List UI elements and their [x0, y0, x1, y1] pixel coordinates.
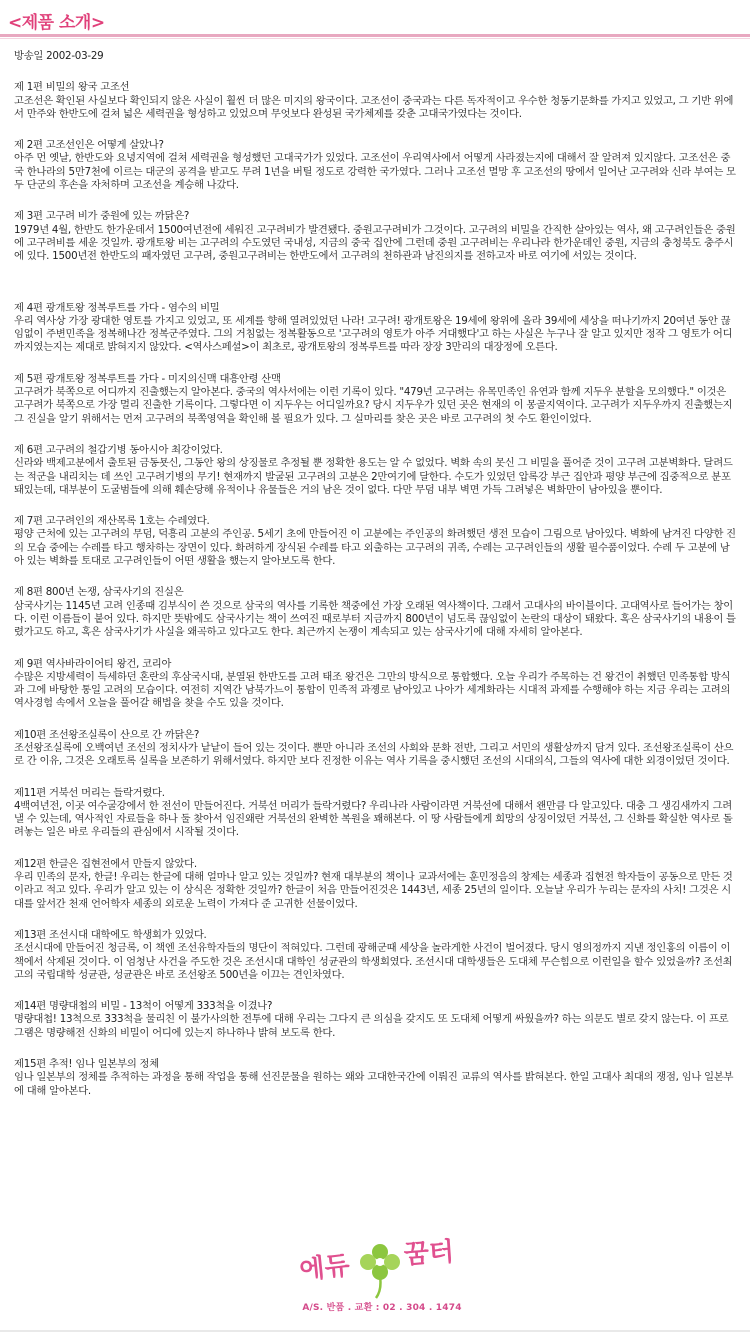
episode-description: 4백여년전, 이곳 여수굴강에서 한 전선이 만들어진다. 거북선 머리가 들락거렸다? 우리나라 사람이라면 거북선에 대해서 왠만큼 다 알고있다. 대충 그 생김새까지 그려낼 수 있는데, 역사적인 자료들을 하나 둘 찾아서 임진왜란 거북선의 완벽한 복원을 꽤해본다. 이 땅 사람들에게 희망의 상징이었던 거북선, 그 신화를 확실한 역사로 돌려놓는 일은 바로 우리들의 관심에서 시작될 것이다.: [14, 799, 733, 839]
logo-graphic: [296, 1232, 466, 1302]
episode-4: [14, 302, 738, 355]
broadcast-date: 방송일 2002-03-29: [14, 50, 104, 62]
episode-description: 평양 근처에 있는 고구려의 무덤, 덕흥리 고분의 주인공. 5세기 초에 만들어진 이 고분에는 주인공의 화려했던 생전 모습이 그림으로 남아있다. 벽화에 남겨진 다양한 진의 모습 중에는 수레를 타고 행차하는 장면이 있다. 화려하게 장식된 수레를 타고 외출하는 고구려의 귀족, 수레는 고구려인들의 생활 필수품이었다. 수레 두 고분에 남아 있는 벽화를 토대로 고구려인들이 어떤 생활을 했는지 알아보도록 한다.: [14, 528, 736, 568]
episode-title: 제10편 조선왕조실록이 산으로 간 까닭은?: [14, 728, 200, 741]
episode-description: 고조선은 확인된 사실보다 확인되지 않은 사실이 훨씬 더 많은 미지의 왕국이다. 고조선이 중국과는 다른 독자적이고 우수한 청동기문화를 가지고 있었고, 그 기반 위에서 만주와 한반도에 걸쳐 넓은 세력권을 형성하고 있었으며 무엇보다 완성된 국가체제를 갖춘 고대국가였다는 것이다.: [14, 94, 734, 120]
clover-icon: [360, 1244, 400, 1298]
episode-title: 제 3편 고구려 비가 중원에 있는 까닭은?: [14, 210, 190, 223]
episode-title: 제 8편 800년 논쟁, 삼국사기의 진실은: [14, 586, 184, 599]
episode-description: 신라와 백제고분에서 출토된 금동묫신, 그동안 왕의 상징물로 추정될 뿐 정확한 용도는 알 수 없었다. 벽화 속의 못신 그 비밀을 풀어준 것이 고구려 고분벽화다. 달려드는 적군을 내리치는 데 쓰인 고구려기병의 무기! 현재까지 발굴된 고구려의 고분은 2만여기에 달한다. 수도가 있었던 압록강 부근 집안과 평양 부근에 집중적으로 분포돼있는데, 대부분이 도굴범들에 의해 훼손당해 유적이나 유물들은 거의 남은 것이 없다. 다만 무덤 내부 벽면 가득 그려넣은 벽화만이 남아있을 뿐이다.: [14, 457, 733, 496]
episode-description: 삼국사기는 1145년 고려 인종때 김부식이 쓴 것으로 삼국의 역사를 기록한 책중에선 가장 오래된 역사책이다. 그래서 고대사의 바이블이다. 고대역사로 들어가는 창이다. 이런 이름들이 붙어 있다. 하지만 뜻밖에도 삼국사기는 책이 쓰여진 때로부터 지금까지 800년이 넘도록 끊임없이 논란의 대상이 돼왔다. 혹은 삼국사기의 내용이 틀렸가고도 하고, 혹은 삼국사기가 사실을 왜곡하고 있다고도 한다. 최근까지 논쟁이 계속되고 있는 삼국사기에 대해 자세히 알아본다.: [14, 599, 736, 639]
episode-title: 제13편 조선시대 대학에도 학생회가 있었다.: [14, 928, 207, 941]
edu-kkumteo-logo: [296, 1232, 466, 1324]
title-divider: [0, 34, 750, 37]
episode-title: 제15편 추적! 임나 일본부의 정체: [14, 1058, 159, 1071]
page-title: <제품 소개>: [8, 13, 105, 33]
episode-1: [14, 81, 738, 121]
episode-7: [14, 515, 738, 568]
episode-title: 제 6편 고구려의 철갑기병 동아시아 최강이었다.: [14, 443, 223, 456]
episode-title: 제12편 한글은 집현전에서 만들지 않았다.: [14, 857, 197, 870]
episode-5: [14, 373, 738, 426]
episode-title: 제 9편 역사바라이어티 왕건, 코리아: [14, 657, 172, 670]
episode-title: 제 4편 광개토왕 정복루트를 가다 - 염수의 비밀: [14, 301, 220, 314]
episode-10: [14, 729, 738, 769]
episode-14: [14, 1000, 738, 1040]
episode-description: 우리 역사상 가장 광대한 영토를 가지고 있었고, 또 세계를 향해 열려있었던 나라! 고구려! 광개토왕은 19세에 왕위에 올라 39세에 세상을 떠나기까지 20여년 동안 끊임없이 주변민족을 정복해나간 정복군주였다. 그의 거침없는 정복활동으로 '고구려의 영토가 아주 거대했다'고 하는 사실은 누구나 잘 알고 있지만 정작 그 영토가 어디까지였는지는 제대로 밝혀지지 않았다. <역사스페셜>이 최초로, 광개토왕의 정복루트를 따라 장장 3만리의 대장정에 오른다.: [14, 314, 733, 354]
episode-title: 제11편 거북선 머리는 들락거렸다.: [14, 786, 165, 799]
episode-description: 임나 일본부의 정체를 추적하는 과정을 통해 작업을 통해 선진문물을 원하는 왜와 고대한국간에 이뤄진 교류의 역사를 밝혀본다. 한일 고대사 최대의 쟁점, 임나 일본부에 대해 알아본다.: [14, 1071, 734, 1097]
episode-11: [14, 787, 738, 840]
episode-title: 제 5편 광개토왕 정복루트를 가다 - 미지의신맥 대흥안령 산맥: [14, 372, 281, 385]
episode-6: [14, 444, 738, 497]
episode-title: 제 7편 고구려인의 재산목록 1호는 수레였다.: [14, 515, 210, 528]
episode-2: [14, 139, 738, 192]
episode-description: 조선왕조실록에 오백여년 조선의 정치사가 낱낱이 들어 있는 것이다. 뿐만 아니라 조선의 사회와 문화 전반, 그리고 서민의 생활상까지 담겨 있다. 조선왕조실록이 산으로 간 이유, 그것은 오래토록 실록을 보존하기 위해서였다. 하지만 보다 진정한 이유는 역사 기록을 중시했던 조선의 시대의식, 그들의 역사에 대한 외경이었던 것이다.: [14, 741, 734, 768]
episode-8: [14, 586, 738, 639]
episode-13: [14, 929, 738, 982]
episode-15: [14, 1058, 738, 1098]
footer-divider: [0, 1330, 750, 1332]
episode-description: 명량대첩! 13척으로 333척을 물리친 이 불가사의한 전투에 대해 우리는 그다지 큰 의심을 갖지도 또 도대체 어떻게 싸웠을까? 하는 의문도 별로 갖지 않는다. 이 프로그램은 명량해전 신화의 비밀이 어디에 있는지 하나하나 밝혀 보도록 한다.: [14, 1013, 729, 1039]
episode-9: [14, 658, 738, 711]
episode-description: 고구려가 북쪽으로 어디까지 진출했는지 알아본다. 중국의 역사서에는 이런 기록이 있다. "479년 고구려는 유목민족인 유연과 함께 지두우 분할을 모의했다." 이것은 고구려가 북쪽으로 가장 멀리 진출한 기록이다. 그렇다면 이 지두우는 어디일까요? 당시 지두우가 있던 곳은 현재의 이 몽골지역이다. 고구려가 지두우까지 진출했는지 그 진실을 알기 위해서는 먼저 고구려의 북쪽영역을 확인해 볼 필요가 있다. 그 실마리를 찾은 곳은 바로 고구려의 첫 수도 환인이었다.: [14, 386, 733, 425]
episode-description: 조선시대에 만들어진 청금록, 이 책엔 조선유학자들의 명단이 적혀있다. 그런데 광해군때 세상을 놀라게한 사건이 벌어졌다. 당시 영의정까지 지낸 정인홍의 이름이 이 책에서 삭제된 것이다. 이 엄청난 사건을 주도한 것은 조선시대 대학인 성균관의 학생회였다. 조선시대 대학생들은 도대체 무슨힘으로 이런일을 할수 있었을까? 조선최고의 국립대학 성균관, 성균관은 바로 조선왕조 500년을 이끄는 견인차였다.: [14, 942, 733, 981]
episode-description: 수많은 지방세력이 득세하던 혼란의 후삼국시대, 분열된 한반도를 고려 태조 왕건은 그만의 방식으로 통합했다. 오늘 우리가 주목하는 건 왕건이 취했던 민족통합 방식과 그에 바탕한 통일 고려의 모습이다. 여전히 지역간 남북가느이 통합이 민족적 과졩로 남아있고 나아가 세계화라는 시대적 과제를 수행해야 하는 지금 우리는 고려의 역사경험 속에서 오늘을 풀어갈 해법을 찾을 수도 있을 것이다.: [14, 670, 731, 710]
contact-info: A/S. 반품 . 교환 : 02 . 304 . 1474: [302, 1303, 462, 1313]
logo-text-left: 에듀: [298, 1250, 352, 1286]
logo-text-right: 꿈터: [402, 1237, 456, 1271]
episode-title: 제14편 명량대첩의 비밀 - 13척이 어떻게 333척을 이겼나?: [14, 1000, 273, 1013]
episode-title: 제 1편 비밀의 왕국 고조선: [14, 81, 130, 94]
episode-3: [14, 210, 738, 263]
product-description: [14, 50, 738, 1116]
episode-description: 1979년 4월, 한반도 한가운데서 1500여년전에 세워진 고구려비가 발견됐다. 중원고구려비가 그것이다. 고구려의 비밀을 간직한 살아있는 역사, 왜 고구려인들은 중원에 고구려비를 세운 것일까. 광개토왕 비는 고구려의 수도였던 국내성, 지금의 중국 집안에 그런데 중원 고구려비는 우리나라 한가운데인 중원, 지금의 충청북도 충주시에 있다. 1500년전 한반도의 패자였던 고구려, 중원고구려비는 한반도에서 고구려의 천하관과 남진의지를 전하고자 바로 여기에 서있는 것이다.: [14, 223, 736, 263]
episode-12: [14, 858, 738, 911]
episode-description: 아주 먼 옛날, 한반도와 요녕지역에 걸쳐 세력권을 형성했던 고대국가가 있었다. 고조선이 우리역사에서 어떻게 사라졌는지에 대해서 잘 알려져 있지않다. 고조선은 중국 한나라의 5만7천에 이르는 대군의 공격을 받고도 무려 1년을 버틸 정도로 강력한 국가였다. 그러나 고조선 멸망 후 고조선의 땅에서 일어난 고구려와 신라 부여는 모두 단군의 후손을 자처하며 고조선을 계승해 나갔다.: [14, 152, 736, 192]
episode-title: 제 2편 고조선인은 어떻게 살았나?: [14, 139, 164, 152]
episode-description: 우리 민족의 문자, 한글! 우리는 한글에 대해 얼마나 알고 있는 것일까? 현재 대부분의 책이나 교과서에는 훈민정음의 창제는 세종과 집현전 학자들이 공동으로 만든 것이라고 적고 있다. 우리가 알고 있는 이 상식은 정확한 것일까? 한글이 처음 만들어진것은 1443년, 세종 25년의 일이다. 오늘날 우리가 누리는 문자의 사치! 그것은 시대를 앞서간 천재 언어학자 세종의 외로운 노력이 가져다 준 고귀한 선물이었다.: [14, 871, 733, 910]
